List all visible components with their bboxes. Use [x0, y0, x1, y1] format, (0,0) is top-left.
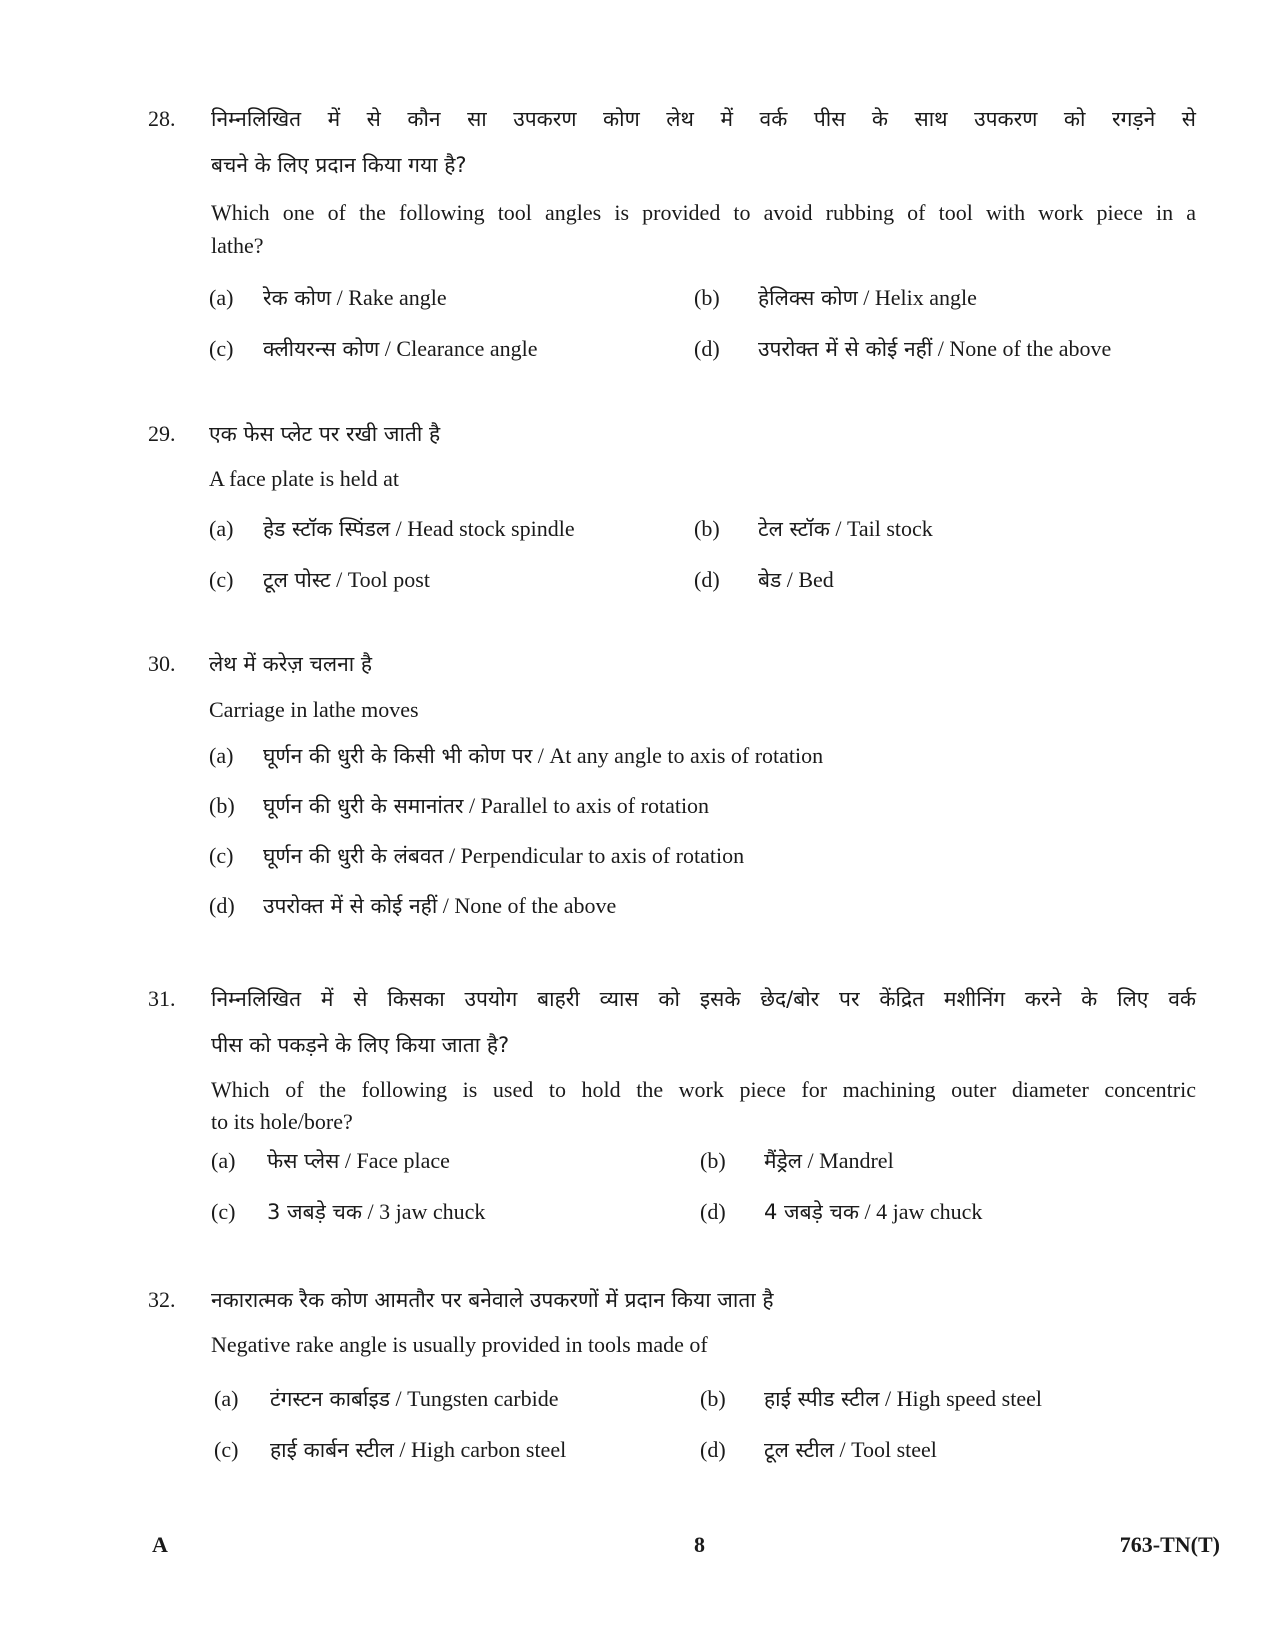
option-separator: / — [393, 1437, 412, 1462]
option-text-english: Face place — [356, 1148, 450, 1173]
option-text — [270, 1386, 559, 1412]
option-label: (b) — [700, 1148, 726, 1173]
option-text-english: At any angle to axis of rotation — [549, 743, 824, 768]
option-text-hindi: हाई स्पीड स्टील — [764, 1387, 880, 1411]
option-text-english: Tool post — [347, 567, 430, 592]
option-text — [758, 516, 933, 542]
option-text — [764, 1437, 937, 1463]
question-text-english: Which of the following is used to hold the work piece for machining outer diameter concentric — [211, 1077, 1196, 1102]
option-text-english: Perpendicular to axis of rotation — [460, 843, 745, 868]
option-separator: / — [443, 843, 461, 868]
option-separator: / — [339, 1148, 357, 1173]
option-separator: / — [331, 285, 349, 310]
option-label: (a) — [211, 1148, 236, 1173]
option-text-hindi: घूर्णन की धुरी के समानांतर — [263, 794, 464, 818]
option-text-hindi: क्लीयरन्स कोण — [263, 337, 380, 361]
option-text-english: 4 jaw chuck — [876, 1199, 983, 1224]
option-separator: / — [361, 1199, 380, 1224]
option-text — [263, 893, 616, 919]
option-text-english: 3 jaw chuck — [379, 1199, 486, 1224]
option-text — [758, 567, 834, 593]
option-text-hindi: टूल स्टील — [764, 1438, 834, 1462]
option-text-hindi: बेड — [758, 568, 782, 592]
option-text-english: Tool steel — [851, 1437, 937, 1462]
option-text — [764, 1199, 982, 1225]
option-text-hindi: उपरोक्त में से कोई नहीं — [263, 894, 438, 918]
option-separator: / — [932, 336, 950, 361]
option-text-english: Rake angle — [348, 285, 447, 310]
option-text-hindi: टंगस्टन कार्बाइड — [270, 1387, 391, 1411]
option-text — [764, 1386, 1042, 1412]
option-text-hindi: घूर्णन की धुरी के लंबवत — [263, 844, 444, 868]
option-label: (d) — [694, 567, 720, 592]
option-text — [263, 336, 537, 362]
option-text — [263, 843, 744, 869]
option-label: (c) — [209, 336, 234, 361]
option-separator: / — [857, 285, 875, 310]
option-text-hindi: घूर्णन की धुरी के किसी भी कोण पर — [263, 744, 533, 768]
option-separator: / — [390, 1386, 408, 1411]
option-label: (d) — [209, 893, 235, 918]
option-text-hindi: 4 जबड़े चक — [764, 1200, 859, 1224]
question-text-hindi: लेथ में करेज़ चलना है — [209, 652, 373, 676]
option-text-english: Bed — [798, 567, 834, 592]
option-text — [263, 793, 709, 819]
option-text-english: Helix angle — [874, 285, 977, 310]
option-text — [263, 285, 447, 311]
paper-code: 763-TN(T) — [1119, 1532, 1220, 1557]
option-label: (c) — [209, 567, 234, 592]
option-text — [764, 1148, 894, 1174]
option-separator: / — [532, 743, 550, 768]
question-text-hindi: एक फेस प्लेट पर रखी जाती है — [209, 422, 441, 446]
option-separator: / — [829, 516, 847, 541]
option-text — [270, 1437, 566, 1463]
option-label: (a) — [209, 743, 234, 768]
question-text-english: to its hole/bore? — [211, 1109, 353, 1134]
question-text-hindi: निम्नलिखित में से किसका उपयोग बाहरी व्यास को इसके छेद/बोर पर केंद्रित मशीनिंग करने के लिए वर्क — [211, 987, 1196, 1011]
option-label: (d) — [694, 336, 720, 361]
question-text-hindi: बचने के लिए प्रदान किया गया है? — [211, 153, 467, 177]
question-text-hindi: निम्नलिखित में से कौन सा उपकरण कोण लेथ में वर्क पीस के साथ उपकरण को रगड़ने से — [211, 107, 1196, 131]
question-text-english: Carriage in lathe moves — [209, 697, 419, 722]
option-text-english: Mandrel — [819, 1148, 894, 1173]
option-text-english: Head stock spindle — [407, 516, 575, 541]
option-label: (b) — [700, 1386, 726, 1411]
series-code: A — [152, 1532, 168, 1557]
option-text-hindi: हाई कार्बन स्टील — [270, 1438, 394, 1462]
option-text-hindi: हेलिक्स कोण — [758, 286, 858, 310]
question-text-english: lathe? — [211, 233, 264, 258]
option-label: (b) — [694, 516, 720, 541]
option-separator: / — [781, 567, 799, 592]
option-text — [267, 1148, 450, 1174]
option-text — [758, 336, 1111, 362]
question-number: 30. — [148, 651, 176, 676]
option-separator: / — [330, 567, 348, 592]
option-separator: / — [879, 1386, 897, 1411]
option-separator: / — [379, 336, 397, 361]
option-text-hindi: मैंड्रेल — [764, 1149, 803, 1173]
option-text-english: Clearance angle — [396, 336, 538, 361]
option-text-hindi: रेक कोण — [263, 286, 332, 310]
option-text-hindi: टूल पोस्ट — [263, 568, 331, 592]
question-number: 28. — [148, 106, 176, 131]
question-text-english: Negative rake angle is usually provided in tools made of — [211, 1332, 708, 1357]
option-label: (c) — [211, 1199, 236, 1224]
option-text — [263, 567, 430, 593]
option-text-english: Tungsten carbide — [407, 1386, 559, 1411]
option-text-english: High carbon steel — [411, 1437, 567, 1462]
option-label: (c) — [209, 843, 234, 868]
option-text-hindi: उपरोक्त में से कोई नहीं — [758, 337, 933, 361]
option-text-hindi: हेड स्टॉक स्पिंडल — [263, 517, 391, 541]
option-separator: / — [833, 1437, 852, 1462]
question-number: 32. — [148, 1287, 176, 1312]
option-text-english: Parallel to axis of rotation — [480, 793, 710, 818]
option-label: (a) — [209, 285, 234, 310]
option-text-hindi: टेल स्टॉक — [758, 517, 830, 541]
option-separator: / — [463, 793, 481, 818]
option-label: (a) — [214, 1386, 239, 1411]
option-label: (d) — [700, 1437, 726, 1462]
option-label: (b) — [209, 793, 235, 818]
option-text — [758, 285, 977, 311]
question-text-hindi: नकारात्मक रैक कोण आमतौर पर बनेवाले उपकरणों में प्रदान किया जाता है — [211, 1288, 774, 1312]
option-text-english: None of the above — [454, 893, 617, 918]
option-text — [263, 516, 575, 542]
option-label: (d) — [700, 1199, 726, 1224]
option-text-hindi: फेस प्लेस — [267, 1149, 340, 1173]
option-text-hindi: 3 जबड़े चक — [267, 1200, 362, 1224]
option-text — [267, 1199, 485, 1225]
option-separator: / — [437, 893, 455, 918]
question-text-english: A face plate is held at — [209, 466, 399, 491]
option-separator: / — [858, 1199, 877, 1224]
page-number: 8 — [694, 1532, 705, 1557]
option-text — [263, 743, 823, 769]
question-text-english: Which one of the following tool angles is provided to avoid rubbing of tool with work piece in a — [211, 200, 1196, 225]
option-separator: / — [390, 516, 408, 541]
option-text-english: Tail stock — [846, 516, 933, 541]
option-label: (a) — [209, 516, 234, 541]
question-text-hindi: पीस को पकड़ने के लिए किया जाता है? — [211, 1033, 510, 1057]
option-label: (c) — [214, 1437, 239, 1462]
option-separator: / — [802, 1148, 820, 1173]
question-number: 29. — [148, 421, 176, 446]
option-text-english: High speed steel — [896, 1386, 1042, 1411]
option-text-english: None of the above — [949, 336, 1112, 361]
option-label: (b) — [694, 285, 720, 310]
question-number: 31. — [148, 986, 176, 1011]
